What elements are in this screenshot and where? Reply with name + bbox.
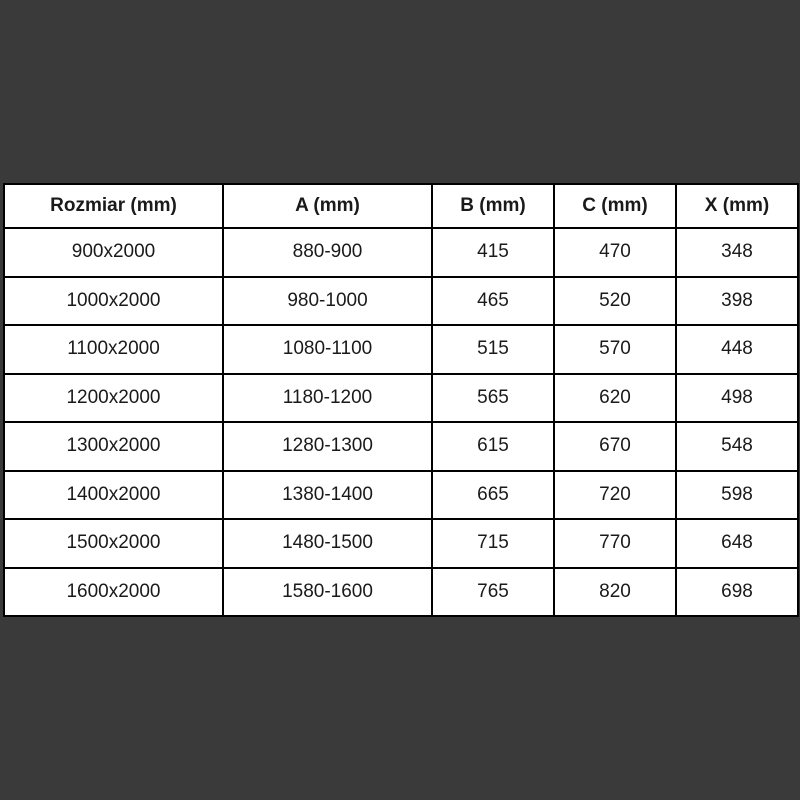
table-body (4, 228, 798, 616)
table-cell-b: 465 (432, 277, 554, 326)
column-header-c: C (mm) (554, 184, 676, 228)
table-row (4, 277, 798, 326)
table-cell-b: 665 (432, 471, 554, 520)
table-cell-rozmiar: 1100x2000 (4, 325, 223, 374)
table-cell-a: 1580-1600 (223, 568, 432, 617)
table-cell-rozmiar: 1600x2000 (4, 568, 223, 617)
table-cell-c: 770 (554, 519, 676, 568)
table-cell-b: 615 (432, 422, 554, 471)
table-cell-x: 548 (676, 422, 798, 471)
table-cell-a: 880-900 (223, 228, 432, 277)
table-cell-x: 448 (676, 325, 798, 374)
table-cell-b: 715 (432, 519, 554, 568)
table-row (4, 519, 798, 568)
table-cell-x: 648 (676, 519, 798, 568)
table-cell-x: 398 (676, 277, 798, 326)
table-cell-c: 520 (554, 277, 676, 326)
table-cell-rozmiar: 1200x2000 (4, 374, 223, 423)
table-row (4, 471, 798, 520)
table-cell-x: 498 (676, 374, 798, 423)
table-cell-c: 670 (554, 422, 676, 471)
table-cell-x: 598 (676, 471, 798, 520)
table-cell-c: 720 (554, 471, 676, 520)
column-header-x: X (mm) (676, 184, 798, 228)
table-cell-a: 1380-1400 (223, 471, 432, 520)
table-cell-rozmiar: 1500x2000 (4, 519, 223, 568)
table-cell-rozmiar: 1000x2000 (4, 277, 223, 326)
table-cell-a: 1180-1200 (223, 374, 432, 423)
table-cell-c: 470 (554, 228, 676, 277)
column-header-b: B (mm) (432, 184, 554, 228)
table-cell-b: 565 (432, 374, 554, 423)
table-cell-a: 1480-1500 (223, 519, 432, 568)
table-cell-c: 820 (554, 568, 676, 617)
table-header-row (4, 184, 798, 228)
column-header-rozmiar: Rozmiar (mm) (4, 184, 223, 228)
table-row (4, 568, 798, 617)
size-table-container (3, 183, 797, 617)
table-cell-a: 1080-1100 (223, 325, 432, 374)
table-cell-a: 1280-1300 (223, 422, 432, 471)
table-cell-a: 980-1000 (223, 277, 432, 326)
table-cell-c: 620 (554, 374, 676, 423)
column-header-a: A (mm) (223, 184, 432, 228)
table-cell-b: 415 (432, 228, 554, 277)
table-cell-rozmiar: 1300x2000 (4, 422, 223, 471)
table-cell-rozmiar: 900x2000 (4, 228, 223, 277)
table-row (4, 374, 798, 423)
table-cell-x: 348 (676, 228, 798, 277)
table-row (4, 325, 798, 374)
table-row (4, 228, 798, 277)
table-cell-c: 570 (554, 325, 676, 374)
table-cell-rozmiar: 1400x2000 (4, 471, 223, 520)
table-row (4, 422, 798, 471)
table-cell-b: 515 (432, 325, 554, 374)
table-cell-b: 765 (432, 568, 554, 617)
size-table (3, 183, 799, 617)
table-cell-x: 698 (676, 568, 798, 617)
